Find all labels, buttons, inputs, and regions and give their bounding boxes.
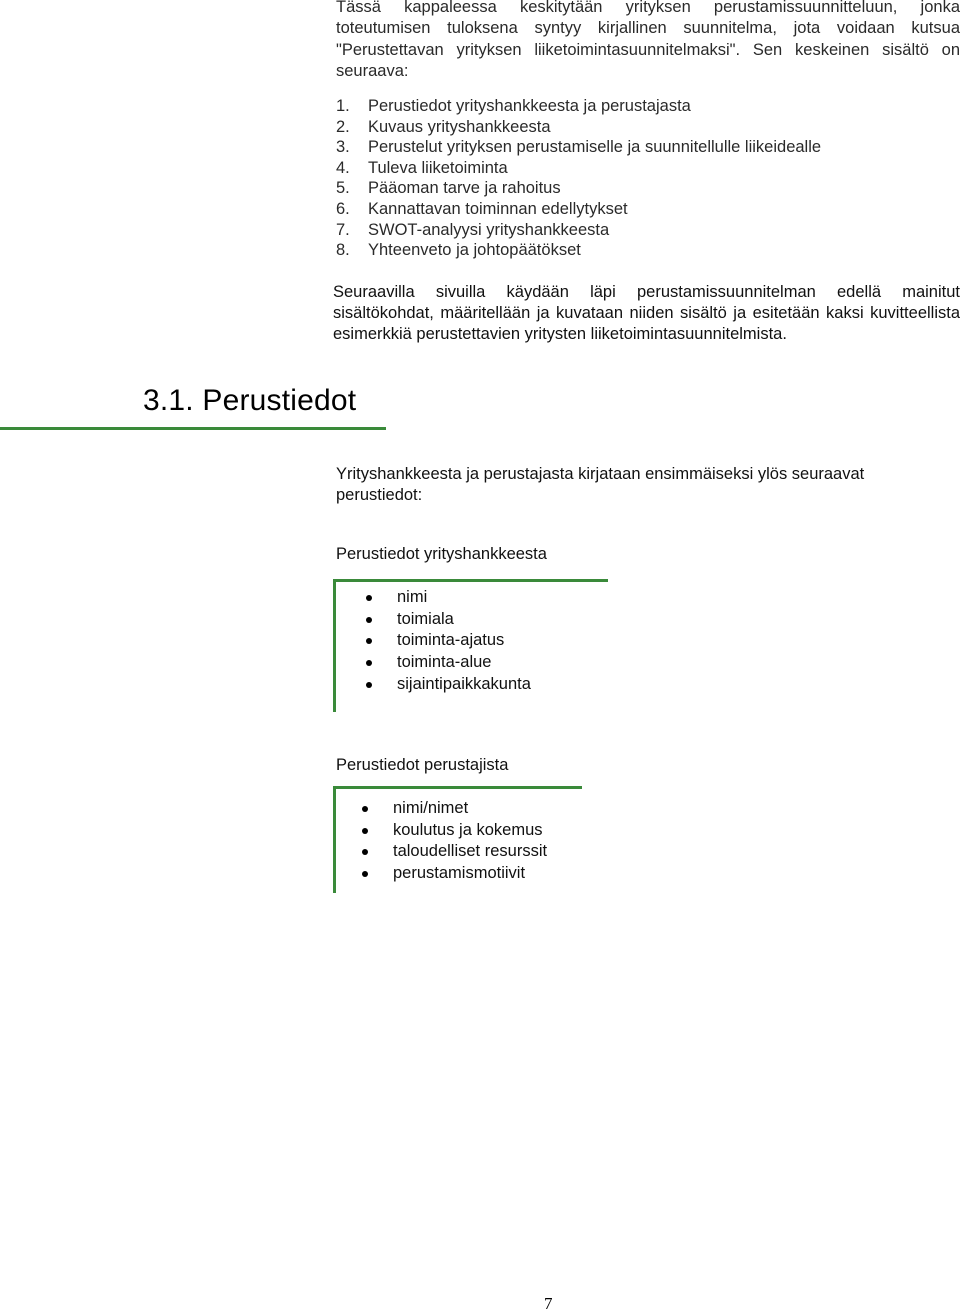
contents-list xyxy=(336,96,821,261)
box1-list xyxy=(363,587,531,696)
section-heading: 3.1. Perustiedot xyxy=(143,384,357,417)
intro-paragraph: Tässä kappaleessa keskitytään yrityksen perustamissuunnitteluun, jonka toteutumisen tuloksena syntyy kirjallinen suunnitelma, jota voidaan kutsua "Perustettavan yrityksen liiketoimintasuunnitelmaksi". Sen keskeinen sisältö on seuraava: xyxy=(336,0,960,81)
contents-item-text: Yhteenveto ja johtopäätökset xyxy=(368,241,581,260)
list-item: koulutus ja kokemus xyxy=(359,820,547,842)
contents-item: 7. SWOT-analyysi yrityshankkeesta xyxy=(336,220,610,239)
contents-item-text: Kannattavan toiminnan edellytykset xyxy=(368,199,628,218)
list-item: toiminta-alue xyxy=(363,652,531,674)
lead-paragraph: Yrityshankkeesta ja perustajasta kirjataan ensimmäiseksi ylös seuraavat perustiedot: xyxy=(336,465,865,504)
box2-list xyxy=(359,798,547,885)
bullet-icon xyxy=(362,871,368,877)
contents-item-text: Kuvaus yrityshankkeesta xyxy=(368,117,551,136)
bullet-icon xyxy=(362,806,368,812)
summary-paragraph: Seuraavilla sivuilla käydään läpi perustamissuunnitelman edellä mainitut sisältökohdat, määritellään ja kuvataan niiden sisältö ja esitetään kaksi kuvitteellista esimerkkiä perustettavien yritysten liiketoimintasuunnitelmista. xyxy=(333,283,960,343)
list-item: sijaintipaikkakunta xyxy=(363,674,531,696)
heading-underline xyxy=(0,427,386,430)
list-item: perustamismotiivit xyxy=(359,863,547,885)
bullet-icon xyxy=(366,638,372,644)
contents-item-text: Pääoman tarve ja rahoitus xyxy=(368,179,561,198)
list-item: nimi/nimet xyxy=(359,798,547,820)
bullet-icon xyxy=(366,617,372,623)
list-item: taloudelliset resurssit xyxy=(359,841,547,863)
contents-item-text: Tuleva liiketoiminta xyxy=(368,158,508,177)
page-number: 7 xyxy=(544,1294,553,1313)
contents-item-text: Perustelut yrityksen perustamiselle ja suunnitellulle liikeidealle xyxy=(368,138,822,157)
contents-item: 6. Kannattavan toiminnan edellytykset xyxy=(336,199,628,218)
bullet-icon xyxy=(366,682,372,688)
bullet-icon xyxy=(362,849,368,855)
list-item: nimi xyxy=(363,587,531,609)
list-item: toiminta-ajatus xyxy=(363,630,531,652)
box1-title: Perustiedot yrityshankkeesta xyxy=(336,545,547,563)
contents-item: 3. Perustelut yrityksen perustamiselle ja suunnitellulle liikeidealle xyxy=(336,138,822,157)
bullet-icon xyxy=(366,595,372,601)
contents-item-text: Perustiedot yrityshankkeesta ja perustajasta xyxy=(368,97,691,115)
contents-item: 2. Kuvaus yrityshankkeesta xyxy=(336,117,551,136)
list-item: toimiala xyxy=(363,609,531,631)
contents-item: 1. Perustiedot yrityshankkeesta ja perustajasta xyxy=(336,97,691,115)
contents-item: 4. Tuleva liiketoiminta xyxy=(336,158,508,177)
bullet-icon xyxy=(366,660,372,666)
contents-item-text: SWOT-analyysi yrityshankkeesta xyxy=(368,220,610,239)
contents-item: 5. Pääoman tarve ja rahoitus xyxy=(336,179,561,198)
bullet-icon xyxy=(362,828,368,834)
box2-title: Perustiedot perustajista xyxy=(336,756,509,774)
contents-item: 8. Yhteenveto ja johtopäätökset xyxy=(336,241,581,260)
